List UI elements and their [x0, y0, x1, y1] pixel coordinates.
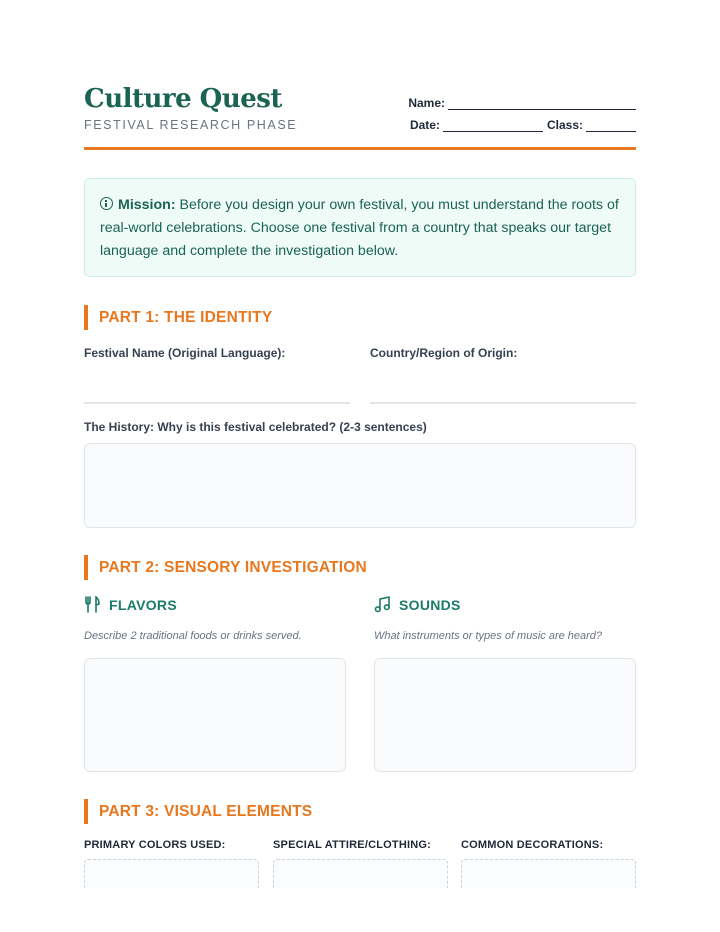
utensils-icon	[84, 596, 102, 613]
page-subtitle: FESTIVAL RESEARCH PHASE	[84, 118, 298, 132]
festival-name-label: Festival Name (Original Language):	[84, 346, 286, 360]
sounds-hint: What instruments or types of music are heard?	[374, 630, 603, 642]
class-field[interactable]	[586, 119, 636, 132]
name-field[interactable]	[448, 97, 636, 110]
mission-text: Before you design your own festival, you must understand the roots of real-world celebrations. Choose one festival from a country that speaks our target language and complete the investigation below.	[100, 197, 619, 259]
sounds-textbox[interactable]	[374, 658, 636, 772]
music-note-icon	[374, 596, 392, 613]
flavors-heading	[84, 596, 177, 613]
mission-label: Mission:	[118, 197, 176, 213]
worksheet-page	[84, 0, 636, 932]
worksheet-header	[84, 84, 636, 150]
date-field[interactable]	[443, 119, 543, 132]
flavors-title: FLAVORS	[109, 596, 177, 613]
special-attire-label: SPECIAL ATTIRE/CLOTHING:	[273, 839, 431, 851]
info-circle-icon	[100, 197, 113, 210]
page-title: Culture Quest	[84, 84, 282, 114]
festival-name-field[interactable]	[84, 402, 350, 404]
history-textbox[interactable]	[84, 443, 636, 528]
part2-heading: PART 2: SENSORY INVESTIGATION	[84, 555, 367, 580]
common-decorations-label: COMMON DECORATIONS:	[461, 839, 604, 851]
part1-heading: PART 1: THE IDENTITY	[84, 305, 272, 330]
date-label: Date:	[409, 118, 440, 132]
mission-callout	[84, 178, 636, 277]
flavors-hint: Describe 2 traditional foods or drinks served.	[84, 630, 302, 642]
primary-colors-label: PRIMARY COLORS USED:	[84, 839, 226, 851]
sounds-title: SOUNDS	[399, 596, 461, 613]
country-label: Country/Region of Origin:	[370, 346, 518, 360]
flavors-textbox[interactable]	[84, 658, 346, 772]
country-field[interactable]	[370, 402, 636, 404]
part3-heading: PART 3: VISUAL ELEMENTS	[84, 799, 312, 824]
page-bottom-margin	[0, 888, 720, 932]
name-label: Name:	[408, 96, 445, 110]
history-label: The History: Why is this festival celebrated? (2-3 sentences)	[84, 420, 427, 434]
sounds-heading	[374, 596, 461, 613]
date-class-row	[410, 118, 636, 132]
name-row	[408, 96, 636, 110]
class-label: Class:	[546, 118, 583, 132]
